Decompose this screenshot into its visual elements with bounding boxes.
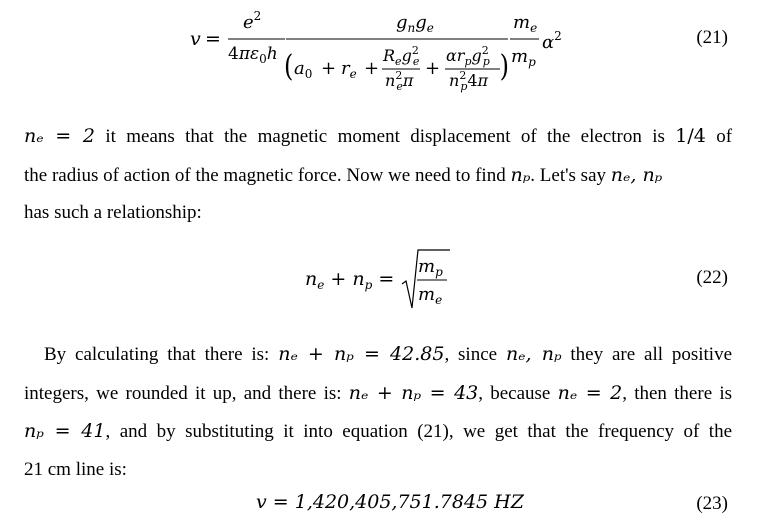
eq21-left-paren: (	[284, 49, 294, 84]
eq21-right-paren: )	[499, 49, 509, 84]
equation-22-number: (22)	[696, 267, 728, 288]
text: 21 cm line is:	[24, 458, 127, 480]
paragraph-1-line-2	[24, 156, 732, 195]
equation-22	[305, 244, 455, 321]
text: they are all positive	[570, 344, 733, 365]
text: By calculating that there is:	[44, 344, 270, 365]
eq21-den-re: $r_e$	[341, 58, 357, 81]
paragraph-2-line-4	[24, 451, 732, 490]
math-ne-np: nₑ, nₚ	[505, 343, 562, 365]
equation-22-graphic	[305, 244, 455, 316]
eq21-mass-den: $m_p$	[511, 46, 536, 69]
paragraph-2-line-2	[24, 374, 732, 413]
text: , and by substituting it into equation (21), we get that the frequency of the	[105, 421, 732, 442]
text: has such a relationship:	[24, 202, 202, 223]
eq21-lhs: v	[190, 28, 201, 50]
equation-21-graphic	[190, 6, 590, 93]
math-np-41: nₚ = 41	[24, 420, 106, 442]
eq21-alpha-sq: $\alpha^2$	[542, 29, 562, 53]
eq22-sqrt-den: $m_e$	[418, 284, 443, 307]
eq21-inner1-num: $R_eg^2$ e	[383, 44, 420, 68]
text: integers, we rounded it up, and there is:	[24, 382, 342, 404]
paragraph-1-line-1	[24, 117, 732, 156]
eq21-plus1: +	[321, 58, 337, 79]
text: the radius of action of the magnetic force. Now we need to find	[24, 164, 506, 186]
eq21-plus2: +	[364, 58, 380, 79]
text: it means that the magnetic moment displacement of the electron is	[105, 126, 665, 147]
text: , since	[444, 344, 498, 365]
eq21-den-a0: $a_0$	[294, 58, 313, 81]
eq21-inner1-den: $n^2$ eπ	[385, 69, 414, 93]
eq21-plus3: +	[425, 58, 441, 79]
eq22-sqrt-num: $m_p$	[418, 256, 443, 279]
paragraph-1-line-3	[24, 194, 732, 233]
eq21-equals: =	[205, 28, 221, 50]
equation-21	[190, 6, 590, 93]
paragraph-2	[24, 335, 732, 489]
math-sum-42-85: nₑ + nₚ = 42.85	[278, 343, 445, 365]
eq21-inner2-den: $n^2$ p4π	[449, 69, 489, 93]
text: of	[716, 126, 733, 147]
eq21-frac1-num: $e^2$	[243, 9, 262, 33]
paragraph-2-line-1	[24, 335, 732, 374]
eq21-big-num: $g_ng_e$	[396, 12, 434, 35]
paragraph-2-line-3	[24, 412, 732, 451]
math-np: nₚ	[510, 163, 531, 186]
paragraph-1	[24, 117, 732, 233]
text: , because	[478, 382, 551, 404]
text: , then there is	[622, 382, 733, 404]
equation-23-number: (23)	[696, 493, 728, 514]
equation-21-number: (21)	[696, 27, 728, 48]
math-ne-2: nₑ = 2	[557, 381, 623, 404]
eq22-lhs: $n_e + n_p$ =	[305, 268, 395, 292]
math-ne-equals-2: nₑ = 2	[24, 125, 95, 147]
eq21-mass-num: $m_e$	[513, 12, 538, 35]
equation-23: v = 1,420,405,751.7845 HZ	[256, 491, 524, 513]
text: . Let's say	[530, 164, 607, 186]
math-quarter: 1/4	[675, 125, 706, 147]
math-sum-43: nₑ + nₚ = 43	[348, 381, 479, 404]
eq21-inner2-num: $\alpha r_pg^2$ p	[446, 44, 490, 68]
eq21-frac1-den: $4\pi\varepsilon_0h$	[228, 44, 278, 66]
math-ne-np: nₑ, nₚ	[610, 163, 663, 186]
